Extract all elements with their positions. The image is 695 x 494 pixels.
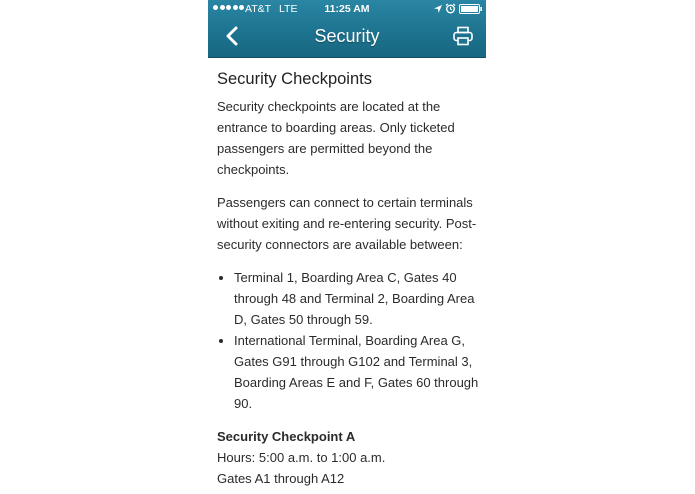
network-label: LTE [279, 3, 298, 15]
print-button[interactable] [452, 25, 474, 47]
alarm-clock-icon [445, 3, 456, 14]
nav-header [208, 0, 486, 58]
battery-icon [459, 4, 483, 14]
list-item: • Terminal 1, Boarding Area C, Gates 40 through 48 and Terminal 2, Boarding Area D, Gates 50 through 59. [234, 267, 479, 330]
connectors-paragraph: Passengers can connect to certain terminals without exiting and re-entering security. Post-security connectors are available between: [217, 195, 477, 252]
connectors-list [217, 267, 479, 414]
phone-screen [208, 0, 486, 494]
section-heading: Security Checkpoints [217, 70, 372, 88]
status-time: 11:25 AM [324, 3, 370, 15]
location-arrow-icon [433, 4, 443, 14]
page-title: Security [314, 26, 380, 46]
status-bar [208, 0, 486, 18]
content-area [217, 68, 479, 489]
checkpoint-gates: Gates A1 through A12 [217, 471, 345, 486]
list-item: • International Terminal, Boarding Area G, Gates G91 through G102 and Terminal 3, Boarding Areas E and F, Gates 60 through 90. [234, 330, 479, 414]
intro-paragraph: Security checkpoints are located at the entrance to boarding areas. Only ticketed passengers are permitted beyond the checkpoints. [217, 99, 455, 177]
carrier-label: AT&T [245, 3, 272, 15]
checkpoint-hours: Hours: 5:00 a.m. to 1:00 a.m. [217, 450, 386, 465]
checkpoint-name: Security Checkpoint A [217, 429, 356, 444]
printer-icon [452, 25, 474, 47]
